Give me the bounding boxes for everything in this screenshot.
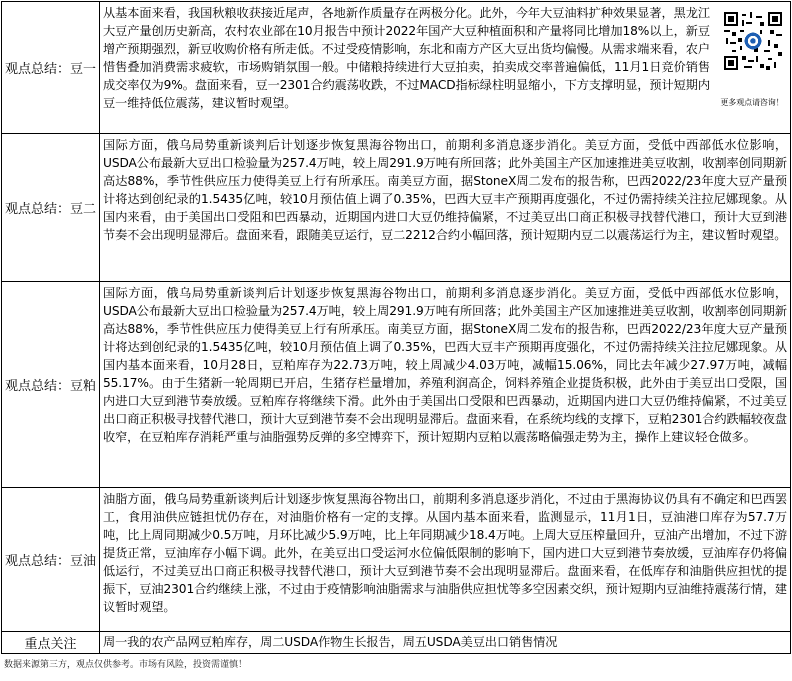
row-soybean-two	[2, 134, 791, 282]
row-text: 国际方面，俄乌局势重新谈判后计划逐步恢复黑海谷物出口，前期利多消息逐步消化。美豆方面，受低中西部低水位影响，USDA公布最新大豆出口检验量为257.4万吨，较上周291.9万吨有所回落；此外美国主产区加速推进美豆收割，收割率创同期新高达88%，季节性供应压力使得美豆上行有所承压。南美豆方面，据StoneX周二发布的报告称，巴西2022/23年度大豆产量预计将达到创纪录的1.5435亿吨，较10月预估值上调了0.35%，巴西大豆丰产预期再度强化，不过仍需持续关注拉尼娜现象。从国内基本面来看，10月28日，豆粕库存为22.73万吨，较上周减少4.03万吨，减幅15.06%，同比去年减少27.97万吨，减幅55.17%。由于生猪新一轮周期已开启，生猪存栏量增加，养殖利润高企，饲料养殖企业提货积极，此外由于美豆出口受限，国内进口大豆到港节奏放缓。豆粕库存将继续下滑。此外由于美国出口受限和巴西暴动，近期国内进口大豆仍维持偏紧，不过美豆出口商正积极寻找替代港口，预计大豆到港节奏不会出现明显滞后。盘面来看，在系统均线的支撑下，豆粕2301合约跌幅较夜盘收窄，在豆粕库存消耗严重与油脂强势反弹的多空博弈下，预计短期内豆粕以震荡略偏强走势为主，操作上建议轻仓做多。	[100, 282, 791, 487]
row-text: 油脂方面，俄乌局势重新谈判后计划逐步恢复黑海谷物出口，前期利多消息逐步消化，不过由于黑海协议仍具有不确定和巴西罢工，食用油供应链担忧仍存在，对油脂价格有一定的支撑。从国内基本面来看，监测显示，11月1日，豆油港口库存为57.7万吨，比上周同期减少0.5万吨，月环比减少5.9万吨，比上年同期减少18.4万吨。上周大豆压榨量回升，豆油产出增加，不过下游提货正常，豆油库存小幅下调。此外，在美豆出口受运河水位偏低限制的影响下，国内进口大豆到港节奏放缓，豆油库存仍将偏低运行，不过美豆出口商正积极寻找替代港口，预计大豆到港节奏不会出现明显滞后。盘面来看，在低库存和油脂供应担忧的提振下，豆油2301合约继续上涨，不过由于疫情影响油脂需求与油脂供应担忧等多空因素交织，预计短期内豆油维持震荡行情，建议暂时观望。	[100, 488, 791, 631]
row-text: 周一我的农产品网豆粕库存，周二USDA作物生长报告，周五USDA美豆出口销售情况	[100, 632, 791, 653]
row-label: 观点总结：豆油	[2, 488, 100, 631]
row-text: 从基本面来看，我国秋粮收获接近尾声，各地新作质量存在两极分化。此外，今年大豆油料扩种效果显著，黑龙江大豆产量创历史新高，农村农业部在10月报告中预计2022年国产大豆种植面积和产量将同比增加18%以上，新豆增产预期强烈，新豆收购价格有所走低。不过受疫情影响，东北和南方产区大豆出货均偏慢。从需求端来看，农户惜售叠加消费需求疲软，市场购销氛围一般。中储粮持续进行大豆拍卖，拍卖成交率普遍偏低，11月1日竞价销售成交率仅为9%。盘面来看，豆一2301合约震荡收跌，不过MACD指标绿柱明显缩小，下方支撑明显，预计短期内豆一维持低位震荡，建议暂时观望。	[103, 6, 710, 110]
row-key-focus	[2, 632, 791, 654]
row-label: 重点关注	[2, 632, 100, 653]
row-text: 国际方面，俄乌局势重新谈判后计划逐步恢复黑海谷物出口，前期利多消息逐步消化。美豆方面，受低中西部低水位影响，USDA公布最新大豆出口检验量为257.4万吨，较上周291.9万吨有所回落；此外美国主产区加速推进美豆收割，收割率创同期新高达88%，季节性供应压力使得美豆上行有所承压。南美豆方面，据StoneX周二发布的报告称，巴西2022/23年度大豆产量预计将达到创纪录的1.5435亿吨，较10月预估值上调了0.35%，巴西大豆丰产预期再度强化，不过仍需持续关注拉尼娜现象。从国内来看，由于美国出口受阻和巴西暴动，近期国内进口大豆仍维持偏紧，不过美豆出口商正积极寻找替代港口，预计大豆到港节奏不会出现明显滞后。盘面来看，跟随美豆运行，豆二2212合约小幅回落，预计短期内豆二以震荡运行为主，建议暂时观望。	[100, 134, 791, 281]
analysis-table	[1, 1, 791, 654]
row-label: 观点总结：豆二	[2, 134, 100, 281]
row-soybean-meal	[2, 282, 791, 488]
row-label: 观点总结：豆粕	[2, 282, 100, 487]
row-label: 观点总结：豆一	[2, 2, 100, 133]
row-soybean-one	[2, 2, 791, 134]
row-soybean-oil	[2, 488, 791, 632]
disclaimer-footer: 数据来源第三方，观点仅供参考。市场有风险，投资需谨慎！	[4, 660, 248, 670]
qr-code-icon	[724, 12, 782, 70]
row-text-wrapper	[100, 2, 791, 133]
qr-caption: 更多观点请咨询！	[720, 98, 784, 107]
